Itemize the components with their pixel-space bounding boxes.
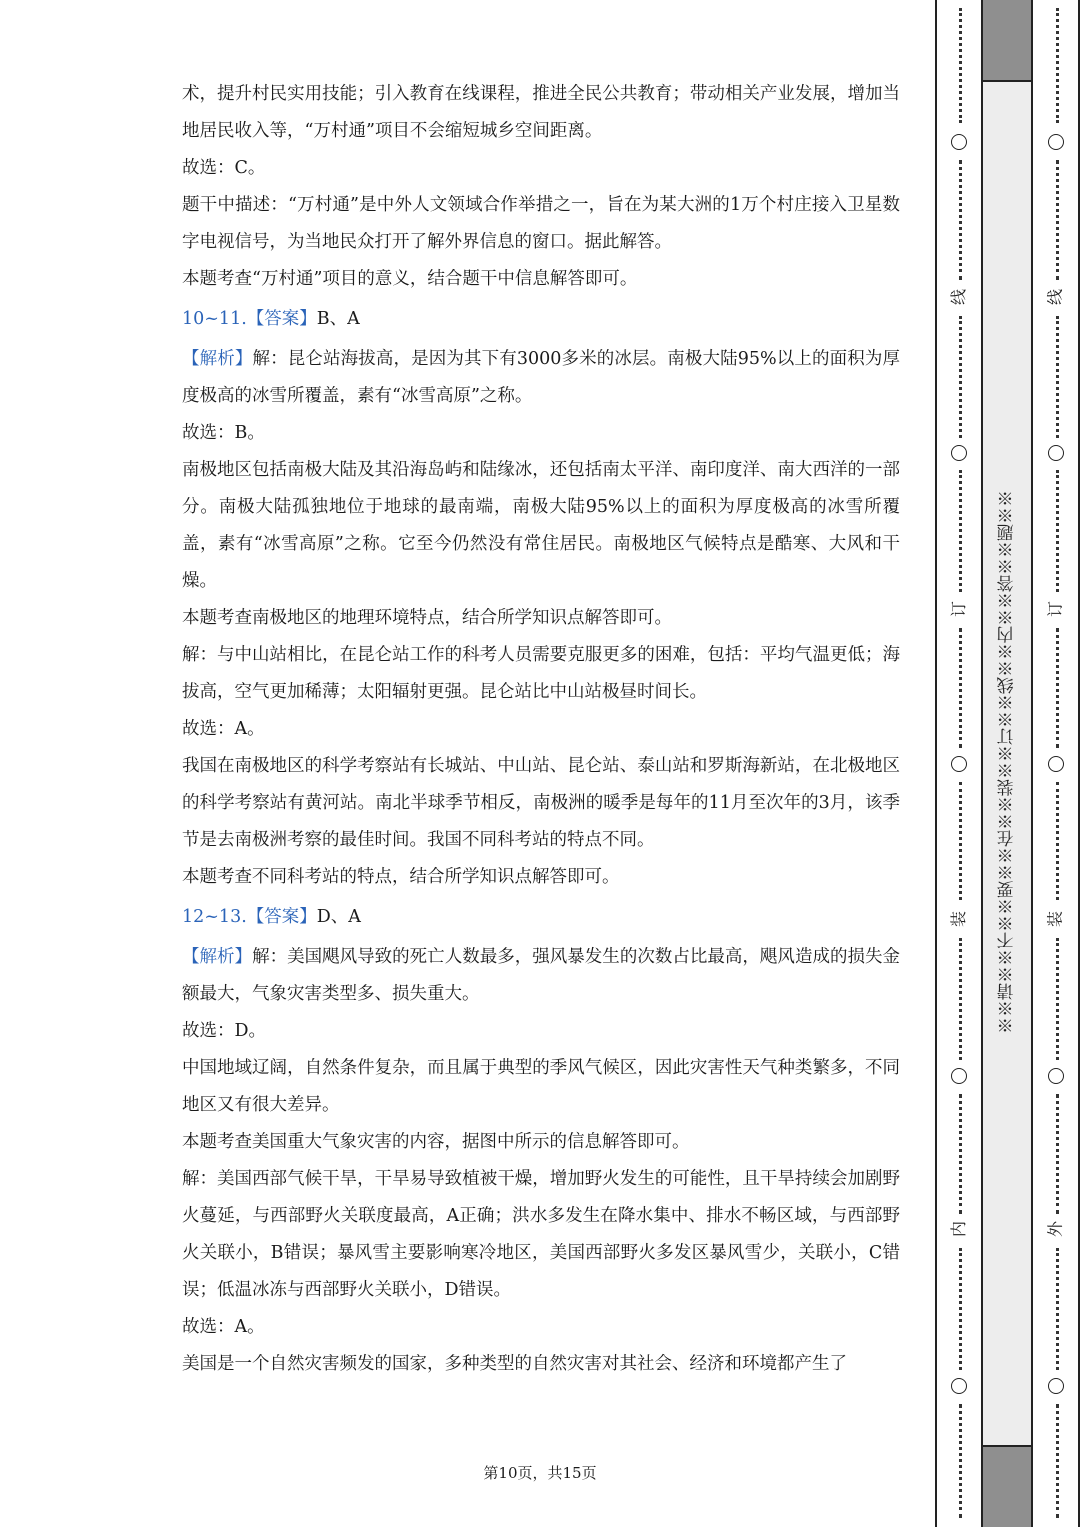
dotted-line bbox=[1056, 782, 1059, 900]
paragraph: 解：与中山站相比，在昆仑站工作的科考人员需要克服更多的困难，包括：平均气温更低；海拔高，空气更加稀薄；太阳辐射更强。昆仑站比中山站极昼时间长。 bbox=[182, 645, 900, 702]
binding-mark-bind: 装 bbox=[949, 911, 968, 928]
binding-mark-line: 线 bbox=[1045, 289, 1065, 306]
answer-tag: 12~13.【答案】 bbox=[182, 907, 317, 927]
circle-mark bbox=[951, 1378, 967, 1394]
binding-mark-bind: 装 bbox=[1045, 911, 1065, 928]
circle-mark bbox=[951, 756, 967, 772]
circle-mark bbox=[951, 445, 967, 461]
answer-line bbox=[182, 899, 900, 936]
paragraph: 解：美国西部气候干旱，干旱易导致植被干燥，增加野火发生的可能性，且干旱持续会加剧野火蔓延，与西部野火关联度最高，A正确；洪水多发生在降水集中、排水不畅区域，与西部野火关联小，B错误；暴风雪主要影响寒冷地区，美国西部野火多发区暴风雪少，关联小，C错误；低温冰冻与西部野火关联小，D错误。 bbox=[182, 1169, 900, 1300]
paragraph: 本题考查不同科考站的特点，结合所学知识点解答即可。 bbox=[182, 867, 620, 887]
paragraph: 中国地域辽阔，自然条件复杂，而且属于典型的季风气候区，因此灾害性天气种类繁多，不同地区又有很大差异。 bbox=[182, 1058, 900, 1115]
dotted-line bbox=[1056, 1404, 1059, 1518]
paragraph: 故选：B。 bbox=[182, 423, 265, 443]
binding-outer-column bbox=[1033, 0, 1080, 1527]
analysis-paragraph bbox=[182, 341, 900, 415]
paragraph: 术，提升村民实用技能；引入教育在线课程，推进全民公共教育；带动相关产业发展，增加当地居民收入等，“万村通”项目不会缩短城乡空间距离。 bbox=[182, 84, 900, 141]
circle-mark bbox=[1048, 445, 1064, 461]
paragraph: 本题考查美国重大气象灾害的内容，据图中所示的信息解答即可。 bbox=[182, 1132, 690, 1152]
dotted-line bbox=[1056, 316, 1059, 438]
dotted-line bbox=[1056, 160, 1059, 280]
circle-mark bbox=[1048, 756, 1064, 772]
paragraph: 题干中描述：“万村通”是中外人文领域合作举措之一，旨在为某大洲的1万个村庄接入卫星数字电视信号，为当地民众打开了解外界信息的窗口。据此解答。 bbox=[182, 195, 900, 252]
answer-tag: 10~11.【答案】 bbox=[182, 309, 317, 329]
analysis-paragraph bbox=[182, 939, 900, 1013]
analysis-tag: 【解析】 bbox=[182, 947, 253, 967]
dotted-line bbox=[1056, 938, 1059, 1060]
paragraph: 故选：C。 bbox=[182, 158, 266, 178]
analysis-text: 解：昆仑站海拔高，是因为其下有3000多米的冰层。南极大陆95%以上的面积为厚度极高的冰雪所覆盖，素有“冰雪高原”之称。 bbox=[182, 349, 900, 406]
dotted-line bbox=[959, 160, 962, 280]
paragraph: 本题考查“万村通”项目的意义，结合题干中信息解答即可。 bbox=[182, 269, 638, 289]
paragraph: 本题考查南极地区的地理环境特点，结合所学知识点解答即可。 bbox=[182, 608, 672, 628]
binding-mark-inner: 内 bbox=[949, 1221, 968, 1238]
dotted-line bbox=[1056, 628, 1059, 748]
analysis-tag: 【解析】 bbox=[182, 349, 253, 369]
binding-mark-line: 线 bbox=[949, 289, 968, 306]
paragraph: 我国在南极地区的科学考察站有长城站、中山站、昆仑站、泰山站和罗斯海新站，在北极地区的科学考察站有黄河站。南北半球季节相反，南极洲的暖季是每年的11月至次年的3月，该季节是去南极洲考察的最佳时间。我国不同科考站的特点不同。 bbox=[182, 756, 900, 850]
circle-mark bbox=[1048, 1378, 1064, 1394]
circle-mark bbox=[951, 134, 967, 150]
dotted-line bbox=[1056, 8, 1059, 123]
paragraph: 故选：A。 bbox=[182, 1317, 265, 1337]
dotted-line bbox=[959, 938, 962, 1060]
analysis-text: 解：美国飓风导致的死亡人数最多，强风暴发生的次数占比最高，飓风造成的损失金额最大，气象灾害类型多、损失重大。 bbox=[182, 947, 901, 1004]
paragraph: 南极地区包括南极大陆及其沿海岛屿和陆缘冰，还包括南太平洋、南印度洋、南大西洋的一部分。南极大陆孤独地位于地球的最南端，南极大陆95%以上的面积为厚度极高的冰雪所覆盖，素有“冰雪高原”之称。它至今仍然没有常住居民。南极地区气候特点是酷寒、大风和干燥。 bbox=[182, 460, 900, 591]
circle-mark bbox=[951, 1068, 967, 1084]
circle-mark bbox=[1048, 134, 1064, 150]
gray-block bbox=[983, 1447, 1031, 1527]
paragraph: 美国是一个自然灾害频发的国家，多种类型的自然灾害对其社会、经济和环境都产生了 bbox=[182, 1354, 847, 1374]
dotted-line bbox=[959, 1094, 962, 1214]
paragraph: 故选：A。 bbox=[182, 719, 265, 739]
paragraph: 故选：D。 bbox=[182, 1021, 267, 1041]
binding-inner-column bbox=[935, 0, 983, 1527]
dotted-line bbox=[959, 628, 962, 748]
dotted-line bbox=[959, 782, 962, 900]
solution-text bbox=[182, 76, 900, 1383]
dotted-line bbox=[959, 1404, 962, 1518]
gray-block bbox=[983, 0, 1031, 80]
binding-mark-staple: 订 bbox=[949, 601, 968, 618]
page-footer: 第10页，共15页 bbox=[483, 1464, 597, 1482]
answer-value: D、A bbox=[316, 907, 361, 927]
dotted-line bbox=[1056, 1248, 1059, 1370]
answer-value: B、A bbox=[316, 309, 360, 329]
dotted-line bbox=[1056, 470, 1059, 592]
answer-line bbox=[182, 301, 900, 338]
dotted-line bbox=[959, 8, 962, 123]
binding-mark-outer: 外 bbox=[1045, 1221, 1065, 1238]
dotted-line bbox=[959, 1248, 962, 1370]
dotted-line bbox=[959, 470, 962, 592]
circle-mark bbox=[1048, 1068, 1064, 1084]
binding-mark-staple: 订 bbox=[1045, 601, 1065, 618]
binding-warning-text: ※※请※※不※※要※※在※※装※※订※※线※※内※※答※※题※※ bbox=[997, 490, 1018, 1035]
binding-warning-column bbox=[983, 0, 1033, 1527]
dotted-line bbox=[959, 316, 962, 438]
dotted-line bbox=[1056, 1094, 1059, 1214]
